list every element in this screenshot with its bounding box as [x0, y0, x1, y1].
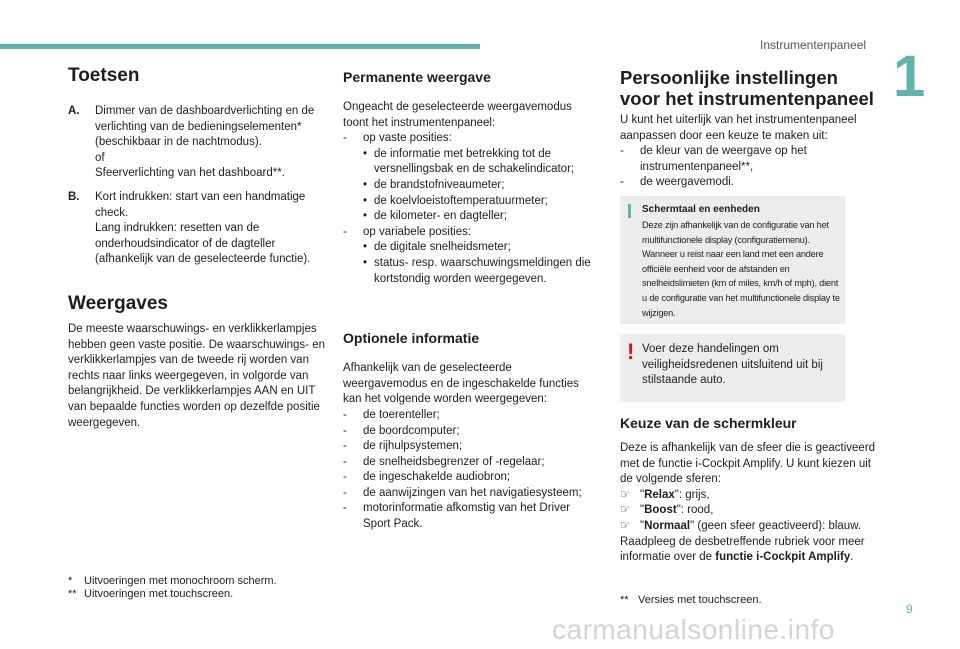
list-item: de ingeschakelde audiobron; [363, 471, 511, 484]
footnote-text: Versies met touchscreen. [638, 594, 762, 606]
optional-intro: Afhankelijk van de geselecteerde weergavemodus en de ingeschakelde functies kan het volgende worden weergegeven: [343, 362, 579, 406]
info-icon [628, 204, 631, 218]
info-text: Deze zijn afhankelijk van de configuratie van het multifunctionele display (configuratiemenu). Wanneer u reist naar een land met een andere officiële eenheid voor de afstanden en snelheidslimieten (km of miles, km/h of mph), dient u de configuratie van het multifunctionele display te wijzigen. [642, 220, 840, 318]
chapter-number: 1 [893, 44, 926, 109]
list-item: de kilometer- en dagteller; [374, 210, 507, 223]
weergaves-paragraph: De meeste waarschuwings- en verklikkerlampjes hebben geen vaste positie. De waarschuwings- en verklikkerlampjes van de tweede rij worden van rechts naar links weergegeven, in volgorde van belangrijkheid. De verklikkerlampjes AAN en UIT van bepaalde functies worden op dezelfde positie weergegeven. [68, 322, 325, 429]
item-a [68, 104, 326, 182]
warning-text: Voer deze handelingen om veiligheidsredenen uitsluitend uit bij stilstaande auto. [642, 343, 823, 387]
warning-icon: ! [627, 339, 635, 364]
item-a-label: A. [68, 105, 80, 117]
list-item: de boordcomputer; [363, 424, 460, 437]
color-option-name: Boost [644, 504, 677, 517]
footnote-right [620, 594, 870, 607]
column-settings: Persoonlijke instellingen voor het instrumentenpaneel U kunt het uiterlijk van het instrumentenpaneel aanpassen door een keuze te maken uit: - de kleur van de weergave op het instrumentenpaneel**, - de weergavemodi. [620, 64, 874, 191]
footnote-text: Uitvoeringen met monochroom scherm. [84, 575, 277, 587]
heading-weergaves: Weergaves [68, 292, 168, 314]
list-item: de toerenteller; [363, 408, 440, 421]
heading-persoonlijke-instellingen: Persoonlijke instellingen voor het instrumentenpaneel [620, 67, 874, 109]
column-controls [68, 64, 326, 431]
item-b [68, 190, 326, 268]
heading-keuze-schermkleur: Keuze van de schermkleur [620, 415, 797, 431]
variable-label: op variabele posities: [363, 225, 472, 238]
screen-color-section: Keuze van de schermkleur Deze is afhankelijk van de sfeer die is geactiveerd met de functie i-Cockpit Amplify. U kunt kiezen uit de volgende sferen: ☞ "Relax": grijs, ☞ "Boost": rood, ☞ "Normaal" (geen sfeer geactiveerd): blauw. Raadpleeg de desbetreffende rubriek voor meer informatie over de functie i-Cockpit Amplify. [620, 415, 876, 564]
heading-permanente-weergave: Permanente weergave [343, 69, 491, 85]
watermark: carmanualsonline.info [552, 614, 835, 645]
list-item: de brandstofniveaumeter; [374, 178, 505, 191]
list-item: motorinformatie afkomstig van het Driver Sport Pack. [363, 502, 571, 531]
fixed-label: op vaste posities: [363, 132, 452, 145]
footnote-mark: * [68, 575, 73, 587]
reference-text: Raadpleeg de desbetreffende rubriek voor meer informatie over de [620, 535, 865, 564]
page-number: 9 [906, 602, 913, 616]
list-item: de digitale snelheidsmeter; [374, 241, 511, 254]
footnote-mark: ** [620, 594, 629, 606]
info-title: Schermtaal en eenheden [642, 204, 760, 215]
list-item: de snelheidsbegrenzer of -regelaar; [363, 455, 545, 468]
footnote-mark: ** [68, 588, 77, 600]
item-a-line: Sfeerverlichting van het dashboard**. [95, 167, 285, 180]
footnotes-left [68, 575, 328, 601]
list-item: de rijhulpsystemen; [363, 440, 463, 453]
list-item: de informatie met betrekking tot de versnellingsbak en de schakelindicator; [374, 147, 575, 176]
column-display: Permanente weergave Ongeacht de geselecteerde weergavemodus toont het instrumentenpaneel: - op vaste posities: • de informatie met betrekking tot de versnellingsbak en de schakelindicator; • de brandstofniveaumeter; • de koelvloeistoftemperatuurmeter; • de kilometer- en dagteller; - op variabele posities: • de digitale snelheidsmeter; • status- resp. waarschuwingsmeldingen die kortstondig worden weergegeven. Optionele informatie Afhankelijk van de geselecteerde weergavemodus en de ingeschakelde functies kan het volgende worden weergegeven: - de toerenteller; - de boordcomputer; - de rijhulpsystemen; - de snelheidsbegrenzer of -regelaar; - de ingeschakelde audiobron; - de aanwijzingen van het navigatiesysteem; - motorinformatie afkomstig van het Driver Sport Pack. [343, 64, 599, 533]
list-item: de kleur van de weergave op het instrumentenpaneel**, [640, 145, 807, 173]
item-a-line: of [95, 151, 105, 164]
color-option-desc: : rood, [680, 504, 714, 517]
info-box [620, 196, 845, 324]
color-intro: Deze is afhankelijk van de sfeer die is geactiveerd met de functie i-Cockpit Amplify. U kunt kiezen uit de volgende sferen: [620, 442, 876, 486]
reference-link: functie i-Cockpit Amplify [715, 551, 851, 564]
list-item: de koelvloeistoftemperatuurmeter; [374, 194, 548, 207]
header-accent-bar [0, 44, 480, 49]
item-b-line: Lang indrukken: resetten van de onderhoudsindicator of de dagteller (afhankelijk van de geselecteerde functie). [95, 222, 311, 266]
heading-toetsen: Toetsen [68, 65, 140, 86]
color-option-name: Relax [644, 488, 675, 501]
item-a-line: Dimmer van de dashboardverlichting en de verlichting van de bedieningselementen* (beschikbaar in de nachtmodus). [95, 105, 315, 149]
footnote-text: Uitvoeringen met touchscreen. [84, 588, 234, 600]
list-item: status- resp. waarschuwingsmeldingen die kortstondig worden weergegeven. [374, 256, 591, 285]
settings-intro: U kunt het uiterlijk van het instrumentenpaneel aanpassen door een keuze te maken uit: [620, 114, 857, 142]
item-b-label: B. [68, 190, 80, 203]
color-option-desc: : grijs, [678, 488, 710, 501]
color-option-name: Normaal [644, 519, 691, 532]
color-option-desc: (geen sfeer geactiveerd): blauw. [694, 519, 862, 532]
section-title: Instrumentenpaneel [760, 38, 867, 52]
list-item: de weergavemodi. [640, 176, 734, 189]
heading-optionele-informatie: Optionele informatie [343, 330, 480, 347]
permanent-intro: Ongeacht de geselecteerde weergavemodus toont het instrumentenpaneel: [343, 101, 572, 129]
item-b-line: Kort indrukken: start van een handmatige check. [95, 190, 306, 219]
warning-box [620, 334, 845, 402]
list-item: de aanwijzingen van het navigatiesysteem; [363, 486, 582, 499]
